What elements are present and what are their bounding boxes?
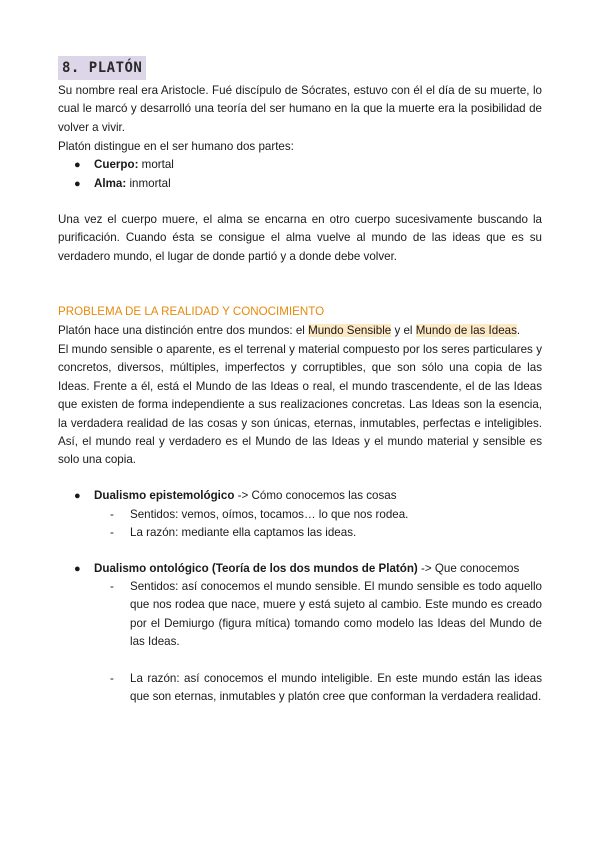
list-item-label: Cuerpo:	[94, 158, 139, 171]
worlds-intro-lead: Platón hace una distinción entre dos mundos: el	[58, 324, 309, 337]
bullet-dot: ●	[74, 159, 81, 171]
soul-paragraph: Una vez el cuerpo muere, el alma se encarna en otro cuerpo sucesivamente buscando la purificación. Cuando ésta se consigue el alma vuelve al mundo de las ideas que es su verdadero mundo, el lugar de donde partió y a donde debe volver.	[58, 213, 542, 263]
dualism-item: La razón: mediante ella captamos las ideas.	[130, 526, 357, 539]
bullet-dot: ●	[74, 490, 81, 502]
dualism-item: La razón: así conocemos el mundo inteligible. En este mundo están las ideas que son eternas, inmutables y platón cree que conforman la verdadera realidad.	[130, 672, 542, 704]
dualism-suffix: -> Que conocemos	[417, 562, 520, 575]
dualism-title: Dualismo ontológico (Teoría de los dos mundos de Platón)	[94, 562, 418, 575]
list-item-text: inmortal	[126, 177, 171, 190]
dualism-heading	[94, 560, 519, 578]
dualism-item: Sentidos: vemos, oímos, tocamos… lo que nos rodea.	[130, 508, 409, 521]
worlds-intro	[58, 322, 542, 340]
dash-marker: -	[110, 580, 114, 593]
intro-paragraph: Su nombre real era Aristocle. Fué discípulo de Sócrates, estuvo con él el día de su muerte, lo cual le marcó y desarrolló una teoría del ser humano en la que la muerte era la posibilidad de volver a vivir.	[58, 84, 542, 134]
worlds-paragraph: El mundo sensible o aparente, es el terrenal y material compuesto por los seres particulares y concretos, diversos, múltiples, imperfectos y corruptibles, que son sólo una copia de las Ideas. Frente a él, está el Mundo de las Ideas o real, el mundo trascendente, el de las Ideas que existen de forma independiente a sus realizaciones concretas. Las Ideas son la esencia, la verdadera realidad de las cosas y son únicas, eternas, inmutables, perfectas e inteligibles. Así, el mundo real y verdadero es el Mundo de las Ideas y el mundo material y sensible es solo una copia.	[58, 343, 542, 467]
dash-marker: -	[110, 526, 114, 539]
dualism-heading	[94, 487, 397, 505]
list-item	[94, 175, 171, 193]
list-item-text: mortal	[138, 158, 174, 171]
bullet-dot: ●	[74, 178, 81, 190]
list-item	[94, 156, 174, 174]
section-heading: PROBLEMA DE LA REALIDAD Y CONOCIMIENTO	[58, 305, 325, 318]
list-item-label: Alma:	[94, 177, 127, 190]
parts-intro: Platón distingue en el ser humano dos partes:	[58, 140, 294, 153]
highlight-mundo-ideas: Mundo de las Ideas	[415, 324, 517, 337]
dash-marker: -	[110, 672, 114, 685]
dualism-suffix: -> Cómo conocemos las cosas	[234, 489, 397, 502]
dualism-title: Dualismo epistemológico	[94, 489, 235, 502]
worlds-intro-end: .	[516, 324, 521, 337]
section-title: 8. PLATÓN	[58, 56, 146, 80]
dash-marker: -	[110, 508, 114, 521]
dualism-item: Sentidos: así conocemos el mundo sensible. El mundo sensible es todo aquello que nos rodea que nace, muere y está sujeto al cambio. Este mundo es creado por el Demiurgo (figura mítica) tomando como modelo las Ideas del Mundo de las Ideas.	[130, 580, 542, 649]
bullet-dot: ●	[74, 563, 81, 575]
worlds-intro-mid: y el	[391, 324, 416, 337]
highlight-mundo-sensible: Mundo Sensible	[308, 324, 392, 337]
